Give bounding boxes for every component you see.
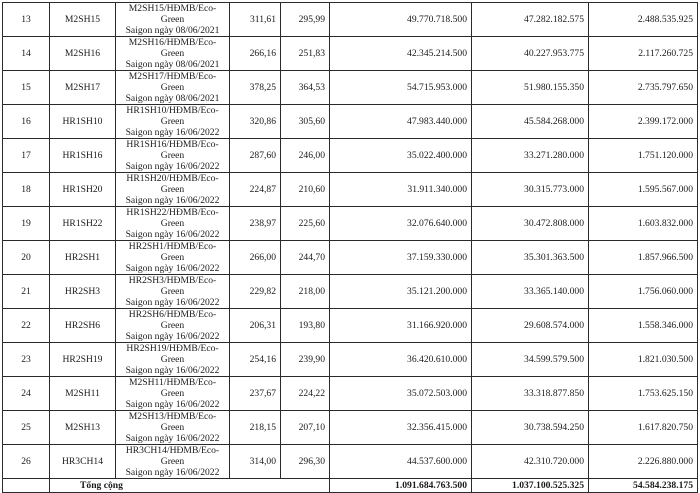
value-cell-2: 34.599.579.500 xyxy=(472,343,589,377)
table-row xyxy=(3,105,698,139)
unit-code-cell: HR2SH1 xyxy=(50,241,116,275)
value-cell-2: 30.738.594.250 xyxy=(472,411,589,445)
area-cell-2: 218,00 xyxy=(281,275,330,309)
area-cell-2: 244,70 xyxy=(281,241,330,275)
value-cell-3: 2.488.535.925 xyxy=(589,3,698,37)
value-cell-3: 1.595.567.000 xyxy=(589,173,698,207)
table-row xyxy=(3,139,698,173)
unit-code-cell: M2SH13 xyxy=(50,411,116,445)
table-row xyxy=(3,3,698,37)
table-row xyxy=(3,173,698,207)
contract-date: Saigon ngày 16/06/2022 xyxy=(125,127,220,138)
contract-number: HR1SH20/HĐMB/Eco-Green xyxy=(126,173,219,195)
value-cell-1: 37.159.330.000 xyxy=(330,241,472,275)
value-cell-3: 1.751.120.000 xyxy=(589,139,698,173)
contract-number: M2SH13/HĐMB/Eco-Green xyxy=(128,411,217,433)
table-row xyxy=(3,309,698,343)
table-row xyxy=(3,37,698,71)
row-number-cell: 22 xyxy=(3,309,50,343)
contract-number: M2SH16/HĐMB/Eco-Green xyxy=(128,37,217,59)
value-cell-2: 33.365.140.000 xyxy=(472,275,589,309)
contract-cell xyxy=(116,139,230,173)
area-cell-2: 364,53 xyxy=(281,71,330,105)
area-cell-2: 239,90 xyxy=(281,343,330,377)
contract-date: Saigon ngày 08/06/2021 xyxy=(125,25,220,36)
area-cell-1: 224,87 xyxy=(230,173,281,207)
unit-code-cell: HR3CH14 xyxy=(50,445,116,479)
area-cell-1: 266,00 xyxy=(230,241,281,275)
unit-code-cell: HR1SH16 xyxy=(50,139,116,173)
value-cell-2: 47.282.182.575 xyxy=(472,3,589,37)
value-cell-1: 32.076.640.000 xyxy=(330,207,472,241)
row-number-cell: 19 xyxy=(3,207,50,241)
total-row xyxy=(3,479,698,493)
value-cell-1: 35.072.503.000 xyxy=(330,377,472,411)
unit-code-cell: HR1SH22 xyxy=(50,207,116,241)
area-cell-1: 254,16 xyxy=(230,343,281,377)
contract-date: Saigon ngày 16/06/2022 xyxy=(125,195,220,206)
unit-code-cell: HR2SH19 xyxy=(50,343,116,377)
contract-date: Saigon ngày 16/06/2022 xyxy=(125,365,220,376)
value-cell-1: 31.166.920.000 xyxy=(330,309,472,343)
contract-date: Saigon ngày 16/06/2022 xyxy=(125,229,220,240)
contract-date: Saigon ngày 16/06/2022 xyxy=(125,433,220,444)
contract-cell xyxy=(116,37,230,71)
value-cell-3: 1.857.966.500 xyxy=(589,241,698,275)
table-row xyxy=(3,207,698,241)
contract-cell xyxy=(116,275,230,309)
contract-date: Saigon ngày 08/06/2021 xyxy=(125,59,220,70)
area-cell-2: 207,10 xyxy=(281,411,330,445)
contract-number: HR3CH14/HĐMB/Eco-Green xyxy=(125,445,220,467)
value-cell-1: 42.345.214.500 xyxy=(330,37,472,71)
area-cell-1: 287,60 xyxy=(230,139,281,173)
contract-cell xyxy=(116,411,230,445)
contract-number: M2SH15/HĐMB/Eco-Green xyxy=(128,3,217,25)
total-value-2: 1.037.100.525.325 xyxy=(472,479,589,493)
total-value-3: 54.584.238.175 xyxy=(589,479,698,493)
value-cell-2: 33.318.877.850 xyxy=(472,377,589,411)
value-cell-3: 1.821.030.500 xyxy=(589,343,698,377)
contract-date: Saigon ngày 16/06/2022 xyxy=(125,263,220,274)
unit-code-cell: HR2SH6 xyxy=(50,309,116,343)
contract-cell xyxy=(116,105,230,139)
value-cell-1: 36.420.610.000 xyxy=(330,343,472,377)
total-value-1: 1.091.684.763.500 xyxy=(330,479,472,493)
row-number-cell: 16 xyxy=(3,105,50,139)
table-body xyxy=(3,3,698,493)
value-cell-2: 40.227.953.775 xyxy=(472,37,589,71)
contract-cell xyxy=(116,173,230,207)
total-empty-cell xyxy=(3,479,50,493)
contract-date: Saigon ngày 16/06/2022 xyxy=(125,467,220,478)
unit-code-cell: HR2SH3 xyxy=(50,275,116,309)
area-cell-2: 295,99 xyxy=(281,3,330,37)
value-cell-3: 1.603.832.000 xyxy=(589,207,698,241)
area-cell-1: 218,15 xyxy=(230,411,281,445)
area-cell-2: 296,30 xyxy=(281,445,330,479)
value-cell-3: 1.756.060.000 xyxy=(589,275,698,309)
unit-code-cell: M2SH11 xyxy=(50,377,116,411)
contract-cell xyxy=(116,3,230,37)
row-number-cell: 17 xyxy=(3,139,50,173)
value-cell-1: 47.983.440.000 xyxy=(330,105,472,139)
contract-number: HR2SH3/HĐMB/Eco-Green xyxy=(128,275,217,297)
unit-code-cell: HR1SH10 xyxy=(50,105,116,139)
contract-cell xyxy=(116,71,230,105)
value-cell-3: 2.226.880.000 xyxy=(589,445,698,479)
unit-code-cell: M2SH15 xyxy=(50,3,116,37)
area-cell-2: 246,00 xyxy=(281,139,330,173)
value-cell-2: 35.301.363.500 xyxy=(472,241,589,275)
area-cell-1: 311,61 xyxy=(230,3,281,37)
table-row xyxy=(3,411,698,445)
area-cell-2: 225,60 xyxy=(281,207,330,241)
unit-code-cell: HR1SH20 xyxy=(50,173,116,207)
table-row xyxy=(3,241,698,275)
contract-date: Saigon ngày 16/06/2022 xyxy=(125,399,220,410)
row-number-cell: 25 xyxy=(3,411,50,445)
value-cell-3: 2.117.260.725 xyxy=(589,37,698,71)
area-cell-2: 193,80 xyxy=(281,309,330,343)
row-number-cell: 24 xyxy=(3,377,50,411)
contract-date: Saigon ngày 16/06/2022 xyxy=(125,331,220,342)
table-row xyxy=(3,275,698,309)
value-cell-2: 42.310.720.000 xyxy=(472,445,589,479)
area-cell-2: 305,60 xyxy=(281,105,330,139)
table-row xyxy=(3,445,698,479)
value-cell-1: 35.022.400.000 xyxy=(330,139,472,173)
row-number-cell: 13 xyxy=(3,3,50,37)
row-number-cell: 26 xyxy=(3,445,50,479)
row-number-cell: 15 xyxy=(3,71,50,105)
value-cell-1: 32.356.415.000 xyxy=(330,411,472,445)
total-label: Tổng cộng xyxy=(50,479,330,493)
table-row xyxy=(3,71,698,105)
contract-cell xyxy=(116,445,230,479)
area-cell-2: 210,60 xyxy=(281,173,330,207)
row-number-cell: 21 xyxy=(3,275,50,309)
value-cell-3: 1.753.625.150 xyxy=(589,377,698,411)
area-cell-1: 378,25 xyxy=(230,71,281,105)
contract-number: M2SH11/HĐMB/Eco-Green xyxy=(128,377,217,399)
area-cell-1: 238,97 xyxy=(230,207,281,241)
contract-number: HR1SH16/HĐMB/Eco-Green xyxy=(126,139,219,161)
value-cell-1: 54.715.953.000 xyxy=(330,71,472,105)
contract-date: Saigon ngày 16/06/2022 xyxy=(125,161,220,172)
row-number-cell: 20 xyxy=(3,241,50,275)
contract-cell xyxy=(116,207,230,241)
contract-cell xyxy=(116,377,230,411)
area-cell-2: 224,22 xyxy=(281,377,330,411)
value-cell-1: 49.770.718.500 xyxy=(330,3,472,37)
contract-number: HR2SH1/HĐMB/Eco-Green xyxy=(128,241,217,263)
area-cell-1: 229,82 xyxy=(230,275,281,309)
unit-code-cell: M2SH17 xyxy=(50,71,116,105)
contract-date: Saigon ngày 16/06/2022 xyxy=(125,297,220,308)
area-cell-1: 266,16 xyxy=(230,37,281,71)
contracts-table xyxy=(2,2,698,493)
area-cell-2: 251,83 xyxy=(281,37,330,71)
contract-cell xyxy=(116,343,230,377)
area-cell-1: 314,00 xyxy=(230,445,281,479)
value-cell-3: 1.558.346.000 xyxy=(589,309,698,343)
value-cell-3: 1.617.820.750 xyxy=(589,411,698,445)
value-cell-2: 29.608.574.000 xyxy=(472,309,589,343)
value-cell-2: 45.584.268.000 xyxy=(472,105,589,139)
area-cell-1: 237,67 xyxy=(230,377,281,411)
contract-number: HR1SH22/HĐMB/Eco-Green xyxy=(126,207,219,229)
contract-cell xyxy=(116,309,230,343)
row-number-cell: 18 xyxy=(3,173,50,207)
value-cell-2: 33.271.280.000 xyxy=(472,139,589,173)
value-cell-1: 44.537.600.000 xyxy=(330,445,472,479)
value-cell-2: 51.980.155.350 xyxy=(472,71,589,105)
area-cell-1: 320,86 xyxy=(230,105,281,139)
contract-number: HR2SH19/HĐMB/Eco-Green xyxy=(126,343,219,365)
table-row xyxy=(3,377,698,411)
value-cell-3: 2.735.797.650 xyxy=(589,71,698,105)
contract-cell xyxy=(116,241,230,275)
value-cell-2: 30.315.773.000 xyxy=(472,173,589,207)
contract-date: Saigon ngày 08/06/2021 xyxy=(125,93,220,104)
table-row xyxy=(3,343,698,377)
value-cell-1: 31.911.340.000 xyxy=(330,173,472,207)
contract-number: HR1SH10/HĐMB/Eco-Green xyxy=(126,105,219,127)
value-cell-2: 30.472.808.000 xyxy=(472,207,589,241)
value-cell-3: 2.399.172.000 xyxy=(589,105,698,139)
value-cell-1: 35.121.200.000 xyxy=(330,275,472,309)
contract-number: M2SH17/HĐMB/Eco-Green xyxy=(128,71,217,93)
row-number-cell: 14 xyxy=(3,37,50,71)
contract-number: HR2SH6/HĐMB/Eco-Green xyxy=(128,309,217,331)
row-number-cell: 23 xyxy=(3,343,50,377)
unit-code-cell: M2SH16 xyxy=(50,37,116,71)
area-cell-1: 206,31 xyxy=(230,309,281,343)
